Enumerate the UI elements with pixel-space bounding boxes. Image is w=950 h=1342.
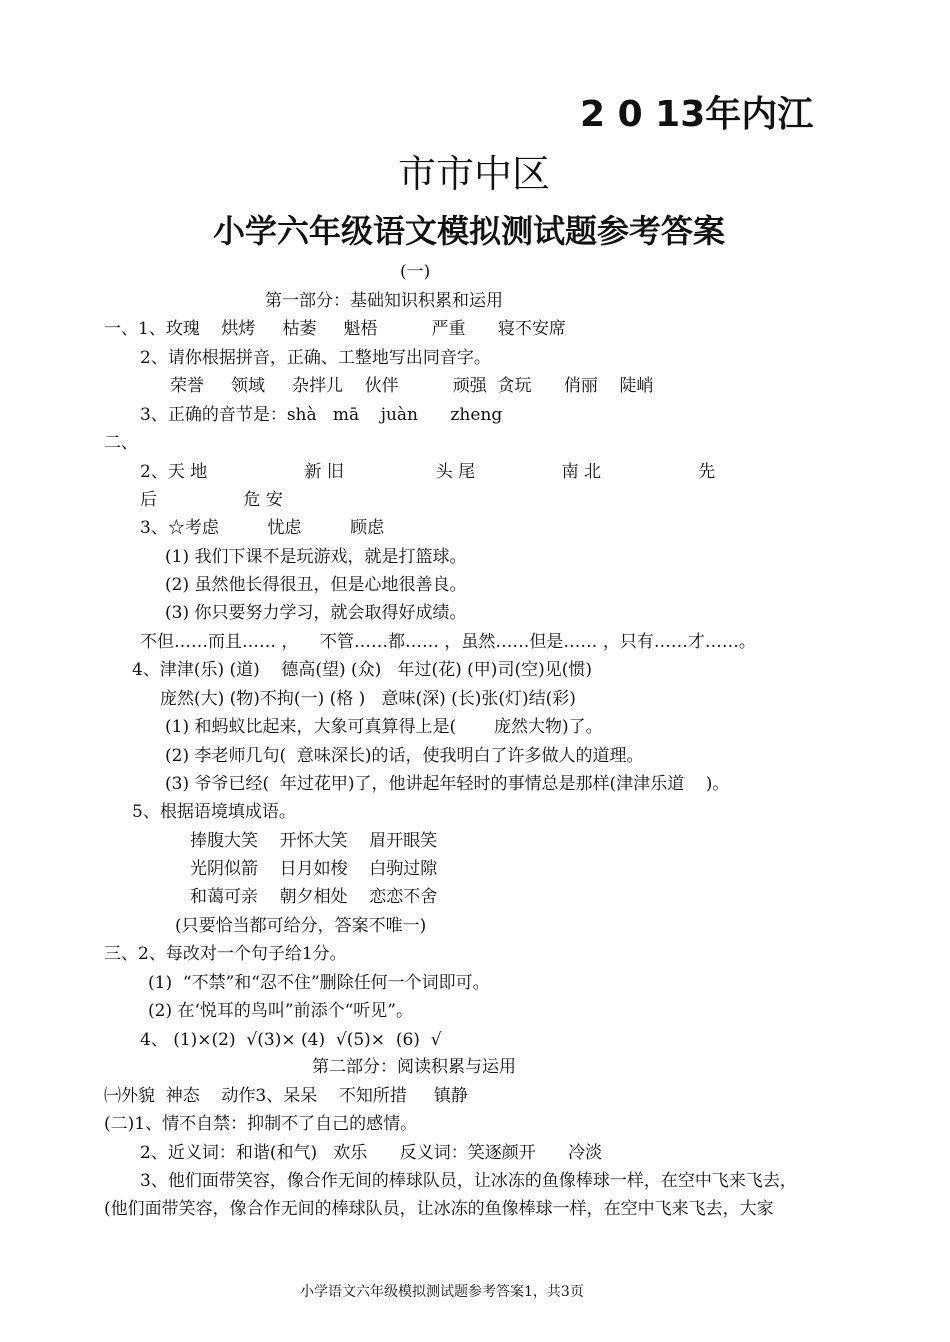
answer-line: (他们面带笑容，像合作无间的棒球队员，让冰冻的鱼像棒球一样，在空中飞来飞去，大家 <box>104 1199 774 1219</box>
answer-line: 2、天 地 新 旧 头 尾 南 北 先 <box>140 462 716 482</box>
answer-line: (二)1、情不自禁：抑制不了自己的感情。 <box>104 1114 418 1134</box>
answer-line: (2) 李老师几句( 意味深长)的话，使我明白了许多做人的道理。 <box>165 746 644 766</box>
title-line-3: 小学六年级语文模拟测试题参考答案 <box>213 212 726 250</box>
answer-line: 5、根据语境填成语。 <box>132 802 296 822</box>
answer-line: 光阴似箭 日月如梭 白驹过隙 <box>190 859 438 879</box>
answer-line: 二、 <box>104 433 138 453</box>
answer-line: 4、津津(乐) (道) 德高(望) (众) 年过(花) (甲)司(空)见(惯) <box>132 660 592 680</box>
title-line-2: 市市中区 <box>398 152 551 196</box>
answer-line: 庞然(大) (物)不拘(一) (格 ) 意味(深) (长)张(灯)结(彩) <box>160 689 576 709</box>
answer-line: (1) “不禁”和“忍不住”删除任何一个词即可。 <box>148 973 490 993</box>
answer-line: (2) 在‘悦耳的鸟叫”前添个“听见”。 <box>148 1001 413 1021</box>
answer-line: (1) 我们下课不是玩游戏，就是打篮球。 <box>165 547 467 567</box>
section-marker: (一) <box>400 262 431 282</box>
answer-line: 三、2、每改对一个句子给1分。 <box>104 944 347 964</box>
answer-line: 4、 (1)×(2) √(3)× (4) √(5)× (6) √ <box>140 1030 442 1050</box>
answer-line: (2) 虽然他长得很丑，但是心地很善良。 <box>165 575 467 595</box>
answer-line: (3) 你只要努力学习，就会取得好成绩。 <box>165 603 467 623</box>
answer-line: 3、正确的音节是：shà mā juàn zheng <box>140 405 503 425</box>
answer-line: ㈠外貌 神态 动作3、呆呆 不知所措 镇静 <box>104 1086 468 1106</box>
answer-line: 2、近义词：和谐(和气) 欢乐 反义词：笑逐颜开 冷淡 <box>140 1143 603 1163</box>
part2-heading: 第二部分：阅读积累与运用 <box>312 1057 516 1077</box>
title-line-1: 2 0 13年内江 <box>580 94 814 135</box>
answer-line: 不但……而且…… ， 不管……都…… ，虽然……但是…… ，只有……才……。 <box>140 632 756 652</box>
page-footer: 小学语文六年级模拟测试题参考答案1，共3页 <box>300 1284 584 1300</box>
answer-line: 3、他们面带笑容，像合作无间的棒球队员，让冰冻的鱼像棒球一样，在空中飞来飞去， <box>140 1171 797 1191</box>
answer-line: (只要恰当都可给分，答案不唯一) <box>175 916 427 936</box>
part1-heading: 第一部分：基础知识积累和运用 <box>265 291 503 311</box>
answer-line: 2、请你根据拼音，正确、工整地写出同音字。 <box>140 348 491 368</box>
answer-line: 3、☆考虑 忧虑 顾虑 <box>140 518 385 538</box>
answer-line: 后 危 安 <box>140 490 283 510</box>
answer-line: 和蔼可亲 朝夕相处 恋恋不舍 <box>190 887 438 907</box>
answer-line: 一、1、玫瑰 烘烤 枯萎 魁梧 严重 寝不安席 <box>104 319 566 339</box>
answer-line: 捧腹大笑 开怀大笑 眉开眼笑 <box>190 831 438 851</box>
answer-line: 荣誉 领域 杂拌儿 伙伴 顽强 贪玩 俏丽 陡峭 <box>170 376 654 396</box>
answer-line: (3) 爷爷已经( 年过花甲)了，他讲起年轻时的事情总是那样(津津乐道 )。 <box>165 774 730 794</box>
answer-line: (1) 和蚂蚁比起来，大象可真算得上是( 庞然大物)了。 <box>165 717 603 737</box>
